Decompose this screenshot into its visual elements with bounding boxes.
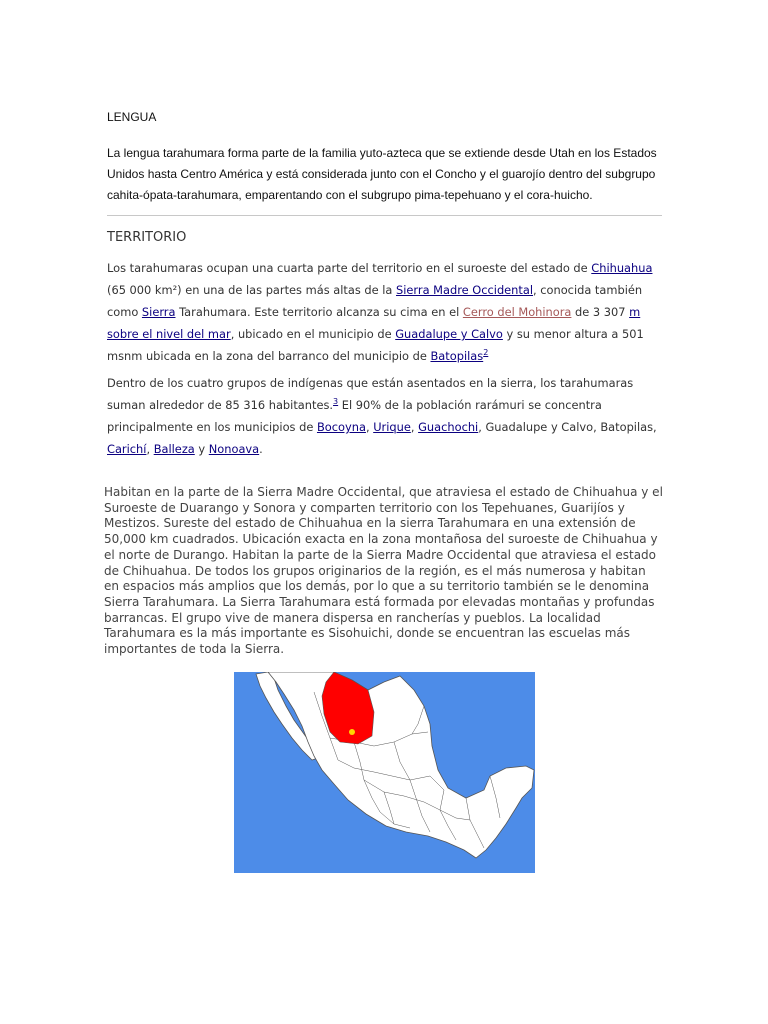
reference-link-2[interactable]: 2 <box>483 348 489 358</box>
text-span: y su menor altura a 501 msnm ubicada en la zona del barranco del municipio de <box>107 327 644 363</box>
link-nonoava[interactable]: Nonoava <box>208 442 260 456</box>
section-heading-territorio: TERRITORIO <box>107 230 187 245</box>
paragraph-territorio-population <box>107 372 667 460</box>
text-span: El 90% de la población rarámuri se concentra principalmente en los municipios de <box>107 398 602 434</box>
text-span: de 3 307 <box>571 305 630 319</box>
text-span: , ubicado en el municipio de <box>230 327 396 341</box>
link-batopilas[interactable]: Batopilas <box>430 349 484 363</box>
link-cerro-del-mohinora[interactable]: Cerro del Mohinora <box>462 305 572 319</box>
mexico-map-svg <box>234 672 535 873</box>
text-span: Tarahumara. Este territorio alcanza su cima en el <box>175 305 463 319</box>
link-msnm[interactable]: m sobre el nivel del mar <box>107 305 641 341</box>
link-sierra-madre-occidental[interactable]: Sierra Madre Occidental <box>396 283 534 297</box>
text-span: , Guadalupe y Calvo, Batopilas, <box>478 420 657 434</box>
text-span: , <box>410 420 419 434</box>
paragraph-territorio-location <box>107 257 667 367</box>
text-span: y <box>194 442 209 456</box>
mexico-map-image <box>234 672 535 873</box>
link-urique[interactable]: Urique <box>373 420 411 434</box>
link-bocoyna[interactable]: Bocoyna <box>316 420 366 434</box>
link-sierra[interactable]: Sierra <box>141 305 176 319</box>
text-span: , conocida también como <box>107 283 643 319</box>
text-span: Los tarahumaras ocupan una cuarta parte del territorio en el suroeste del estado de <box>107 261 592 275</box>
map-location-marker <box>349 729 355 735</box>
link-guachochi[interactable]: Guachochi <box>418 420 479 434</box>
text-span: . <box>259 442 263 456</box>
link-chihuahua[interactable]: Chihuahua <box>591 261 653 275</box>
paragraph-habitan: Habitan en la parte de la Sierra Madre Occidental, que atraviesa el estado de Chihuahua y el Suroeste de Duarango y Sonora y comparten territorio con los Tepehuanes, Guarijíos y Mestizos. Sureste del estado de Chihuahua en la sierra Tarahumara en una extensión de 50,000 km cuadrados. Ubicación exacta en la zona montañosa del suroeste de Chihuahua y el norte de Durango. Habitan la parte de la Sierra Madre Occidental que atraviesa el estado de Chihuahua. De todos los grupos originarios de la región, es el más numerosa y habitan en espacios más amplios que los demás, por lo que a su territorio también se le denomina Sierra Tarahumara. La Sierra Tarahumara está formada por elevadas montañas y profundas barrancas. El grupo vive de manera dispersa en rancherías y pueblos. La localidad Tarahumara es la más importante es Sisohuichi, donde se encuentran las escuelas más importantes de toda la Sierra. <box>104 485 663 657</box>
link-balleza[interactable]: Balleza <box>153 442 195 456</box>
link-guadalupe-y-calvo[interactable]: Guadalupe y Calvo <box>395 327 503 341</box>
paragraph-lengua: La lengua tarahumara forma parte de la familia yuto-azteca que se extiende desde Utah en los Estados Unidos hasta Centro América y está considerada junto con el Concho y el guarojío dentro del subgrupo cahita-ópata-tarahumara, emparentando con el subgrupo pima-tepehuano y el cora-huicho. <box>107 146 657 202</box>
reference-link-3[interactable]: 3 <box>333 397 339 407</box>
text-span: (65 000 km²) en una de las partes más altas de la <box>107 283 397 297</box>
section-heading-lengua: LENGUA <box>107 110 157 124</box>
link-carichi[interactable]: Carichí <box>107 442 147 456</box>
text-span: , <box>365 420 374 434</box>
section-divider <box>107 215 662 216</box>
text-span: , <box>146 442 154 456</box>
text-span: Dentro de los cuatro grupos de indígenas que están asentados en la sierra, los tarahumaras suman alrededor de 85 316 habitantes. <box>107 376 634 412</box>
